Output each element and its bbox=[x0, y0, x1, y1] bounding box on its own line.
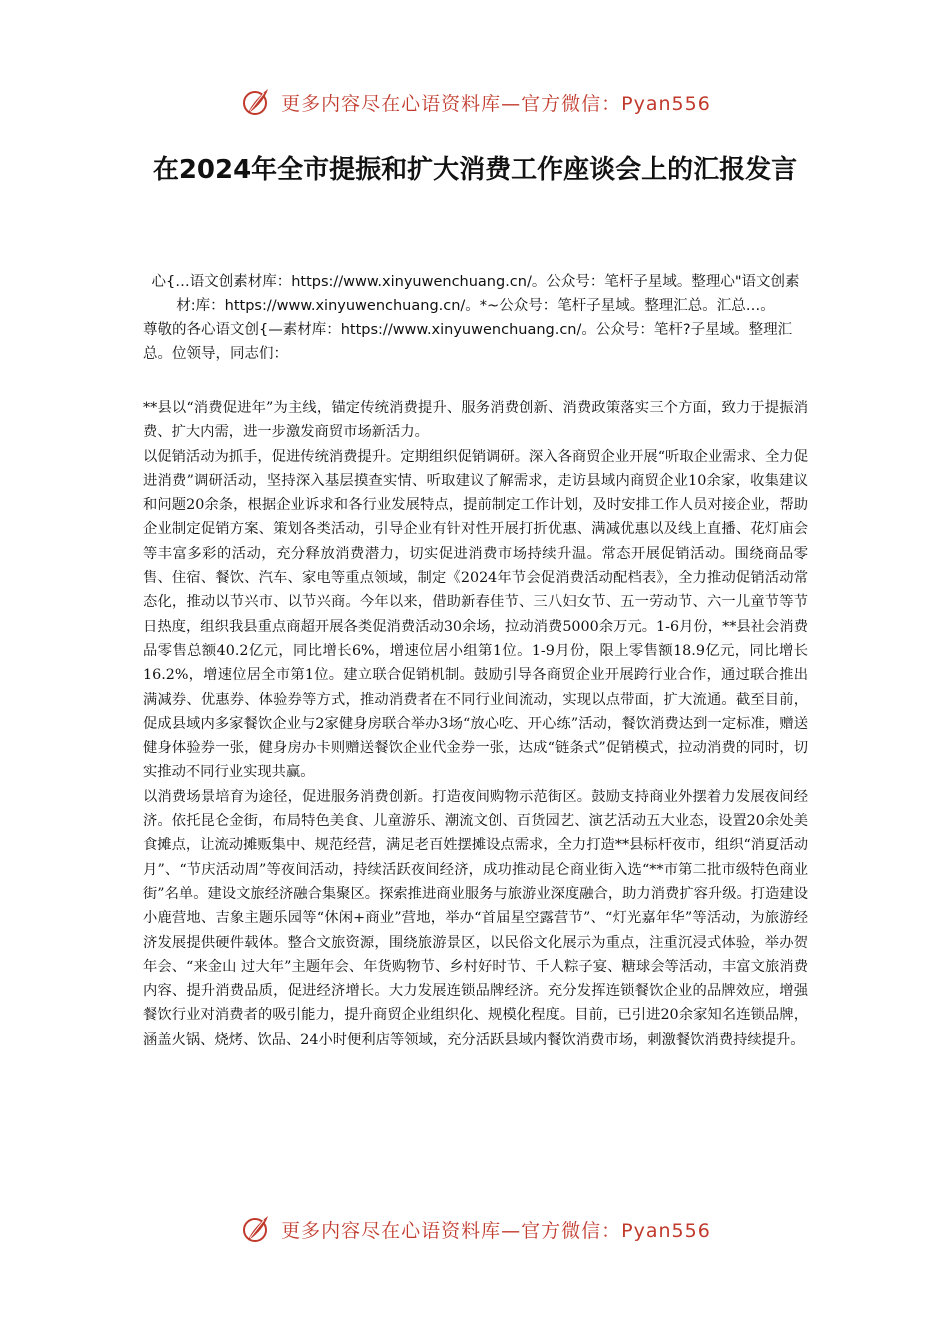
feather-pen-circle-icon bbox=[239, 86, 271, 118]
body-paragraph: **县以“消费促进年”为主线，锚定传统消费提升、服务消费创新、消费政策落实三个方面，致力于提振消费、扩大内需，进一步激发商贸市场新活力。 bbox=[143, 400, 808, 441]
document-body bbox=[143, 396, 808, 1052]
body-paragraph: 以促销活动为抓手，促进传统消费提升。定期组织促销调研。深入各商贸企业开展“听取企业需求、全力促进消费”调研活动，坚持深入基层摸查实情、听取建议了解需求，走访县域内商贸企业10余家，收集建议和问题20余条，根据企业诉求和各行业发展特点，提前制定工作计划，及时安排工作人员对接企业，帮助企业制定促销方案、策划各类活动，引导企业有针对性开展打折优惠、满减优惠以及线上直播、花灯庙会等丰富多彩的活动，充分释放消费潜力，切实促进消费市场持续升温。常态开展促销活动。围绕商品零售、住宿、餐饮、汽车、家电等重点领域，制定《2024年节会促消费活动配档表》，全力推动促销活动常态化，推动以节兴市、以节兴商。今年以来，借助新春佳节、三八妇女节、五一劳动节、六一儿童节等节日热度，组织我县重点商超开展各类促消费活动30余场，拉动消费5000余万元。1-6月份，**县社会消费品零售总额40.2亿元，同比增长6%，增速位居小组第1位。1-9月份，限上零售额18.9亿元，同比增长16.2%，增速位居全市第1位。建立联合促销机制。鼓励引导各商贸企业开展跨行业合作，通过联合推出满减券、优惠券、体验券等方式，推动消费者在不同行业间流动，实现以点带面，扩大流通。截至目前，促成县域内多家餐饮企业与2家健身房联合举办3场“放心吃、开心练”活动，餐饮消费达到一定标准，赠送健身体验券一张，健身房办卡则赠送餐饮企业代金券一张，达成“链条式”促销模式，拉动消费的同时，切实推动不同行业实现共赢。 bbox=[143, 448, 808, 781]
document-title: 在2024年全市提振和扩大消费工作座谈会上的汇报发言 bbox=[152, 155, 798, 185]
footer-banner[interactable] bbox=[0, 1209, 950, 1249]
footer-slogan: 更多内容尽在心语资料库—官方微信：Pyan556 bbox=[281, 1219, 711, 1242]
document-meta bbox=[143, 270, 808, 366]
header-slogan: 更多内容尽在心语资料库—官方微信：Pyan556 bbox=[281, 92, 711, 115]
meta-line: 心{…语文创素材库：https://www.xinyuwenchuang.cn/。公众号：笔杆子星域。整理心"语文创素材:库：https://www.xinyuwenchuang.cn/。*~公众号：笔杆子星域。整理汇总。汇总…。 bbox=[151, 274, 800, 314]
meta-line: 尊敬的各心语文创{—素材库：https://www.xinyuwenchuang.cn/。公众号：笔杆?子星域。整理汇总。位领导，同志们： bbox=[143, 322, 793, 362]
body-paragraph: 以消费场景培育为途径，促进服务消费创新。打造夜间购物示范街区。鼓励支持商业外摆着力发展夜间经济。依托昆仑金街，布局特色美食、儿童游乐、潮流文创、百货园艺、演艺活动五大业态，设置20余处美食摊点，让流动摊贩集中、规范经营，满足老百姓摆摊设点需求，全力打造**县标杆夜市，组织“消夏活动月”、“节庆活动周”等夜间活动，持续活跃夜间经济，成功推动昆仑商业街入选“**市第二批市级特色商业街”名单。建设文旅经济融合集聚区。探索推进商业服务与旅游业深度融合，助力消费扩容升级。打造建设小鹿营地、吉象主题乐园等“休闲+商业”营地，举办“首届星空露营节”、“灯光嘉年华”等活动，为旅游经济发展提供硬件载体。整合文旅资源，围绕旅游景区，以民俗文化展示为重点，注重沉浸式体验，举办贺年会、“来金山 过大年”主题年会、年货购物节、乡村好时节、千人粽子宴、糖球会等活动，丰富文旅消费内容、提升消费品质，促进经济增长。大力发展连锁品牌经济。充分发挥连锁餐饮企业的品牌效应，增强餐饮行业对消费者的吸引能力，提升商贸企业组织化、规模化程度。目前，已引进20余家知名连锁品牌，涵盖火锅、烧烤、饮品、24小时便利店等领域，充分活跃县域内餐饮消费市场，刺激餐饮消费持续提升。 bbox=[143, 788, 808, 1048]
feather-pen-circle-icon bbox=[239, 1213, 271, 1245]
header-banner[interactable] bbox=[0, 82, 950, 122]
